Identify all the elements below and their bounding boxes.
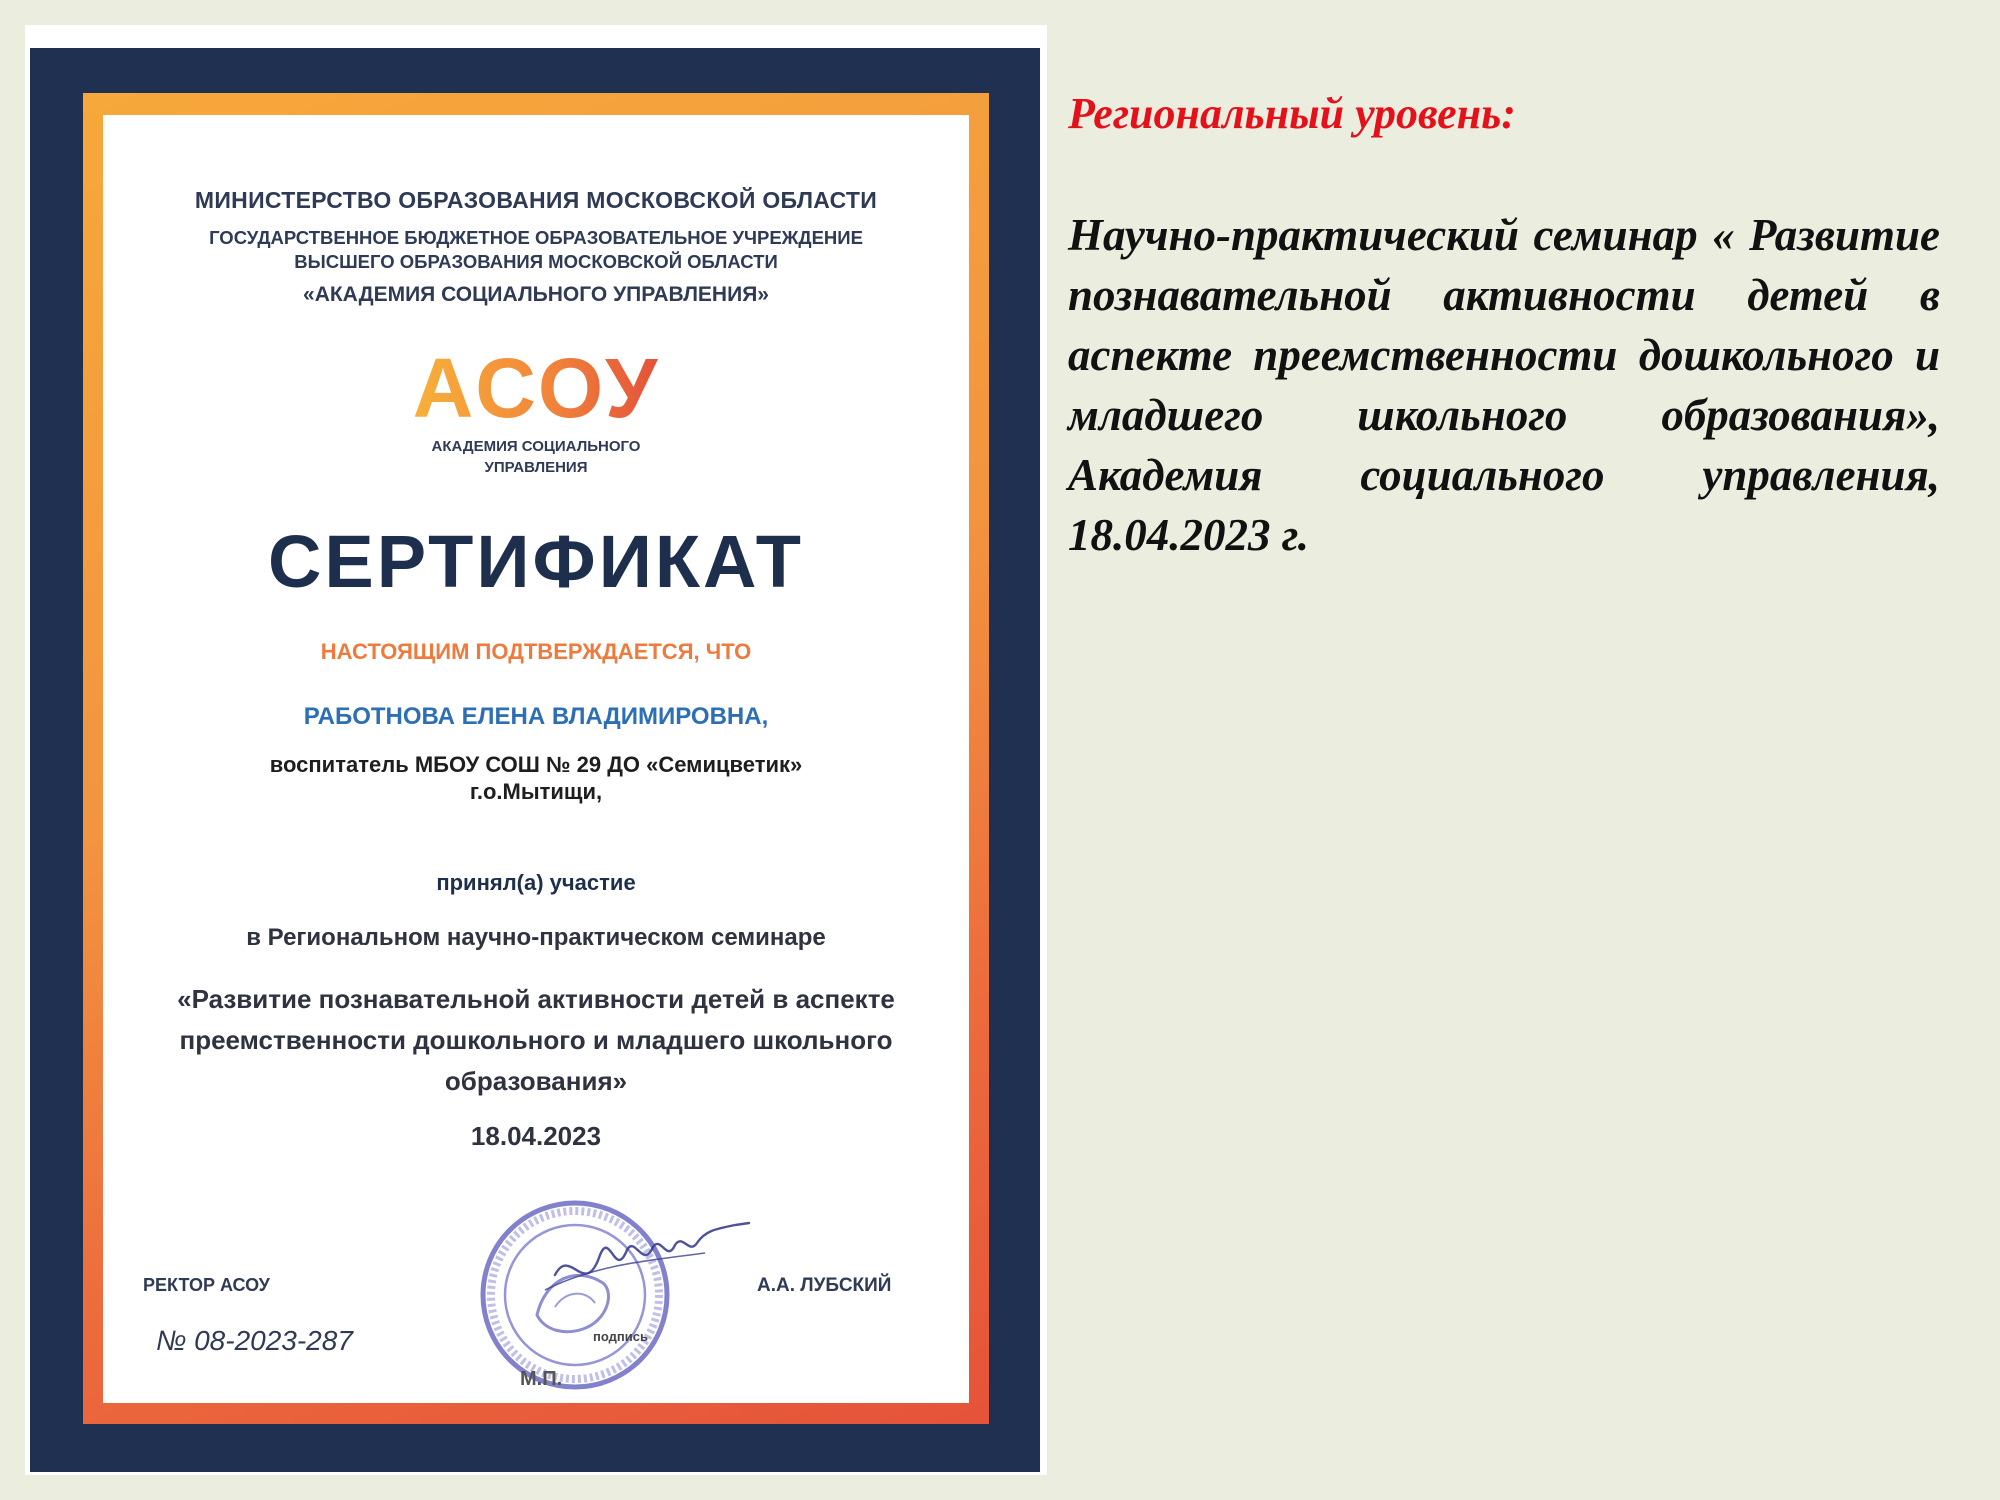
seminar-description: Научно-практический семинар « Развитие познавательной активности детей в аспекте преемственности дошкольного и младшего школьного образования», Академия социального управления, 18.04.2023 г. — [1068, 210, 1940, 560]
signature-label: подпись — [593, 1329, 648, 1344]
logo-subtitle-2: УПРАВЛЕНИЯ — [484, 459, 588, 476]
certificate-number: № 08-2023-287 — [156, 1325, 353, 1356]
institution-line-2: ВЫСШЕГО ОБРАЗОВАНИЯ МОСКОВСКОЙ ОБЛАСТИ — [294, 251, 778, 272]
signature-scribble — [555, 1223, 749, 1275]
academy-name: «АКАДЕМИЯ СОЦИАЛЬНОГО УПРАВЛЕНИЯ» — [303, 283, 769, 306]
stamp-and-signature — [475, 1195, 765, 1395]
certificate-image — [25, 25, 1047, 1475]
institution-line-1: ГОСУДАРСТВЕННОЕ БЮДЖЕТНОЕ ОБРАЗОВАТЕЛЬНОЕ УЧРЕЖДЕНИЕ — [209, 227, 863, 248]
event-type: в Региональном научно-практическом семинаре — [246, 924, 826, 951]
seal-stamp — [483, 1203, 667, 1390]
mp-label: М.П. — [520, 1368, 563, 1390]
signer-name: А.А. ЛУБСКИЙ — [757, 1275, 892, 1296]
rector-label: РЕКТОР АСОУ — [143, 1275, 270, 1295]
recipient-name: РАБОТНОВА ЕЛЕНА ВЛАДИМИРОВНА, — [303, 703, 769, 730]
certificate-title: СЕРТИФИКАТ — [267, 520, 805, 603]
event-date: 18.04.2023 — [470, 1121, 602, 1151]
asou-logo — [401, 353, 673, 425]
confirmation-text: НАСТОЯЩИМ ПОДТВЕРЖДАЕТСЯ, ЧТО — [320, 639, 752, 664]
region-heading: Региональный уровень: — [1068, 89, 1516, 138]
event-name: «Развитие познавательной активности детей в аспекте преемственности дошкольного и младшего школьного образования» — [177, 984, 895, 1096]
logo-subtitle-1: АКАДЕМИЯ СОЦИАЛЬНОГО — [431, 438, 641, 455]
recipient-position: воспитатель МБОУ СОШ № 29 ДО «Семицветик» — [269, 752, 803, 777]
participation-text: принял(а) участие — [436, 870, 636, 895]
asou-logo-text: АСОУ — [412, 353, 662, 425]
ministry-heading: МИНИСТЕРСТВО ОБРАЗОВАНИЯ МОСКОВСКОЙ ОБЛАСТИ — [194, 187, 878, 213]
certificate-paper — [103, 115, 969, 1403]
recipient-city: г.о.Мытищи, — [469, 779, 603, 804]
